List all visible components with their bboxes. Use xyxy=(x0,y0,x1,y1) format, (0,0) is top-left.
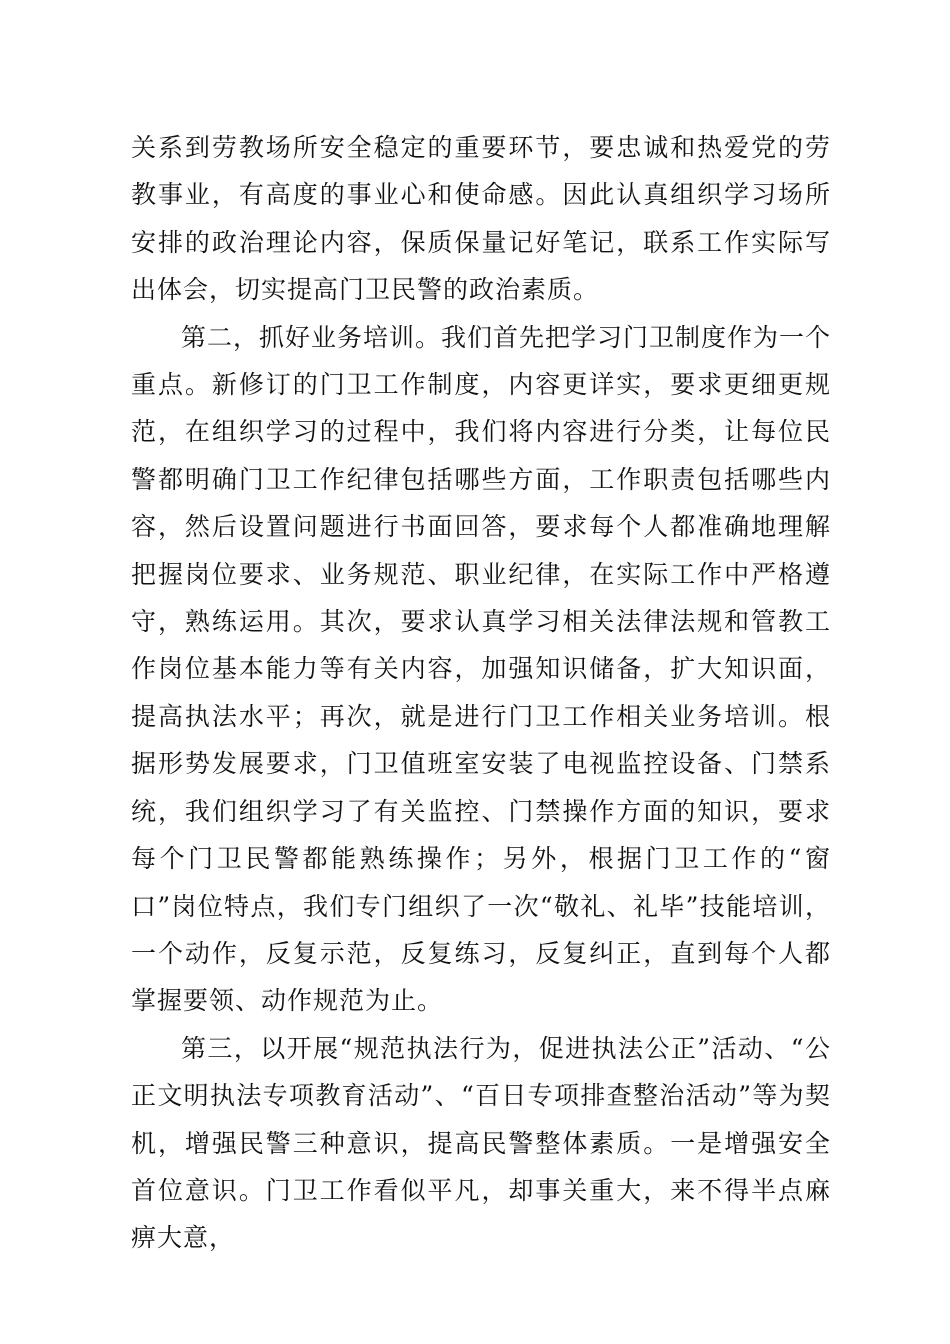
paragraph-3: 第三，以开展“规范执法行为，促进执法公正”活动、“公正文明执法专项教育活动”、“百日专项排查整治活动”等为契机，增强民警三种意识，提高民警整体素质。一是增强安全首位意识。门卫工作看似平凡，却事关重大，来不得半点麻痹大意， xyxy=(131,1033,831,1253)
paragraph-2: 第二，抓好业务培训。我们首先把学习门卫制度作为一个重点。新修订的门卫工作制度，内容更详实，要求更细更规范，在组织学习的过程中，我们将内容进行分类，让每位民警都明确门卫工作纪律包括哪些方面，工作职责包括哪些内容，然后设置问题进行书面回答，要求每个人都准确地理解把握岗位要求、业务规范、职业纪律，在实际工作中严格遵守，熟练运用。其次，要求认真学习相关法律法规和管教工作岗位基本能力等有关内容，加强知识储备，扩大知识面，提高执法水平；再次，就是进行门卫工作相关业务培训。根据形势发展要求，门卫值班室安装了电视监控设备、门禁系统，我们组织学习了有关监控、门禁操作方面的知识，要求每个门卫民警都能熟练操作；另外，根据门卫工作的“窗口”岗位特点，我们专门组织了一次“敬礼、礼毕”技能培训，一个动作，反复示范，反复练习，反复纠正，直到每个人都掌握要领、动作规范为止。 xyxy=(131,322,832,1016)
paragraph-1: 关系到劳教场所安全稳定的重要环节，要忠诚和热爱党的劳教事业，有高度的事业心和使命感。因此认真组织学习场所安排的政治理论内容，保质保量记好笔记，联系工作实际写出体会，切实提高门卫民警的政治素质。 xyxy=(131,133,831,305)
document-body xyxy=(131,124,831,1262)
